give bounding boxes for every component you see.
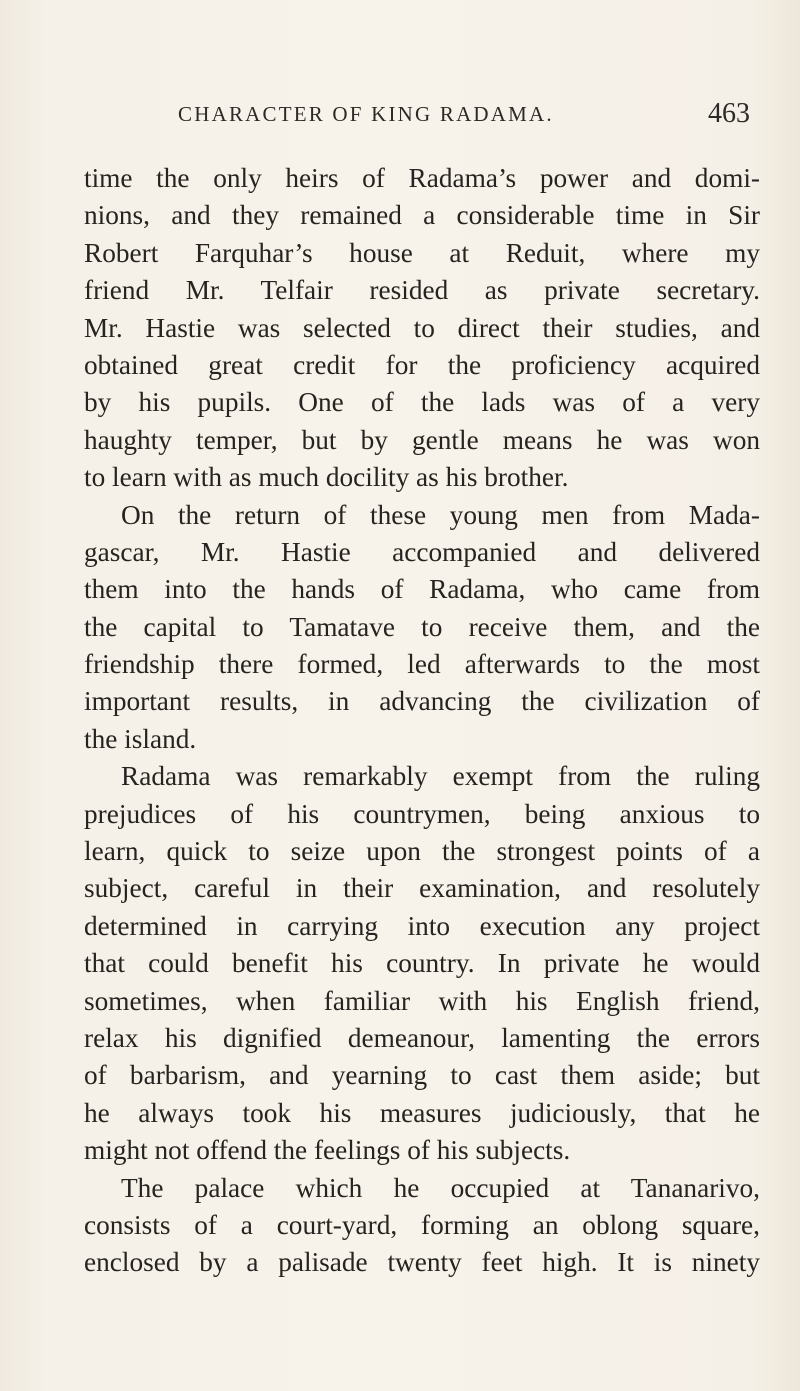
text-line: relax his dignified demeanour, lamenting the errors [84, 1022, 760, 1053]
text-line: consists of a court-yard, forming an oblong square, [84, 1209, 760, 1240]
text-line: the capital to Tamatave to receive them, and the [84, 611, 760, 642]
text-line: by his pupils. One of the lads was of a very [84, 387, 760, 418]
text-line: them into the hands of Radama, who came from [84, 574, 760, 605]
text-line: Mr. Hastie was selected to direct their studies, and [84, 312, 760, 343]
text-line: friend Mr. Telfair resided as private secretary. [84, 275, 760, 306]
running-head [178, 98, 750, 134]
text-line: time the only heirs of Radama’s power and domi- [84, 163, 760, 193]
text-line: friendship there formed, led afterwards to the most [84, 649, 760, 680]
text-line: subject, careful in their examination, and resolutely [84, 873, 760, 904]
text-line: nions, and they remained a considerable time in Sir [84, 200, 760, 231]
text-line: that could benefit his country. In private he would [84, 948, 760, 979]
text-line: On the return of these young men from Mada- [121, 499, 760, 530]
text-line: prejudices of his countrymen, being anxious to [84, 798, 760, 829]
page-number: 463 [708, 98, 750, 129]
text-line: of barbarism, and yearning to cast them aside; but [84, 1060, 760, 1091]
text-line: important results, in advancing the civilization of [84, 686, 760, 717]
text-line: sometimes, when familiar with his English friend, [84, 985, 760, 1016]
text-line: Radama was remarkably exempt from the ruling [121, 761, 760, 792]
text-line: might not offend the feelings of his subjects. [84, 1135, 571, 1166]
text-line: gascar, Mr. Hastie accompanied and delivered [84, 536, 760, 567]
text-line: learn, quick to seize upon the strongest points of a [84, 836, 760, 867]
text-line: The palace which he occupied at Tananarivo, [121, 1172, 760, 1203]
text-line: he always took his measures judiciously, that he [84, 1097, 760, 1128]
text-line: haughty temper, but by gentle means he was won [84, 424, 760, 455]
running-title: CHARACTER OF KING RADAMA. [178, 102, 554, 126]
text-line: enclosed by a palisade twenty feet high. It is ninety [84, 1247, 760, 1278]
body-text [84, 160, 760, 1282]
text-line: determined in carrying into execution any project [84, 910, 760, 941]
text-line: Robert Farquhar’s house at Reduit, where my [84, 237, 760, 268]
text-line: to learn with as much docility as his brother. [84, 462, 569, 493]
text-line: the island. [84, 723, 197, 754]
text-line: obtained great credit for the proficiency acquired [84, 349, 760, 380]
